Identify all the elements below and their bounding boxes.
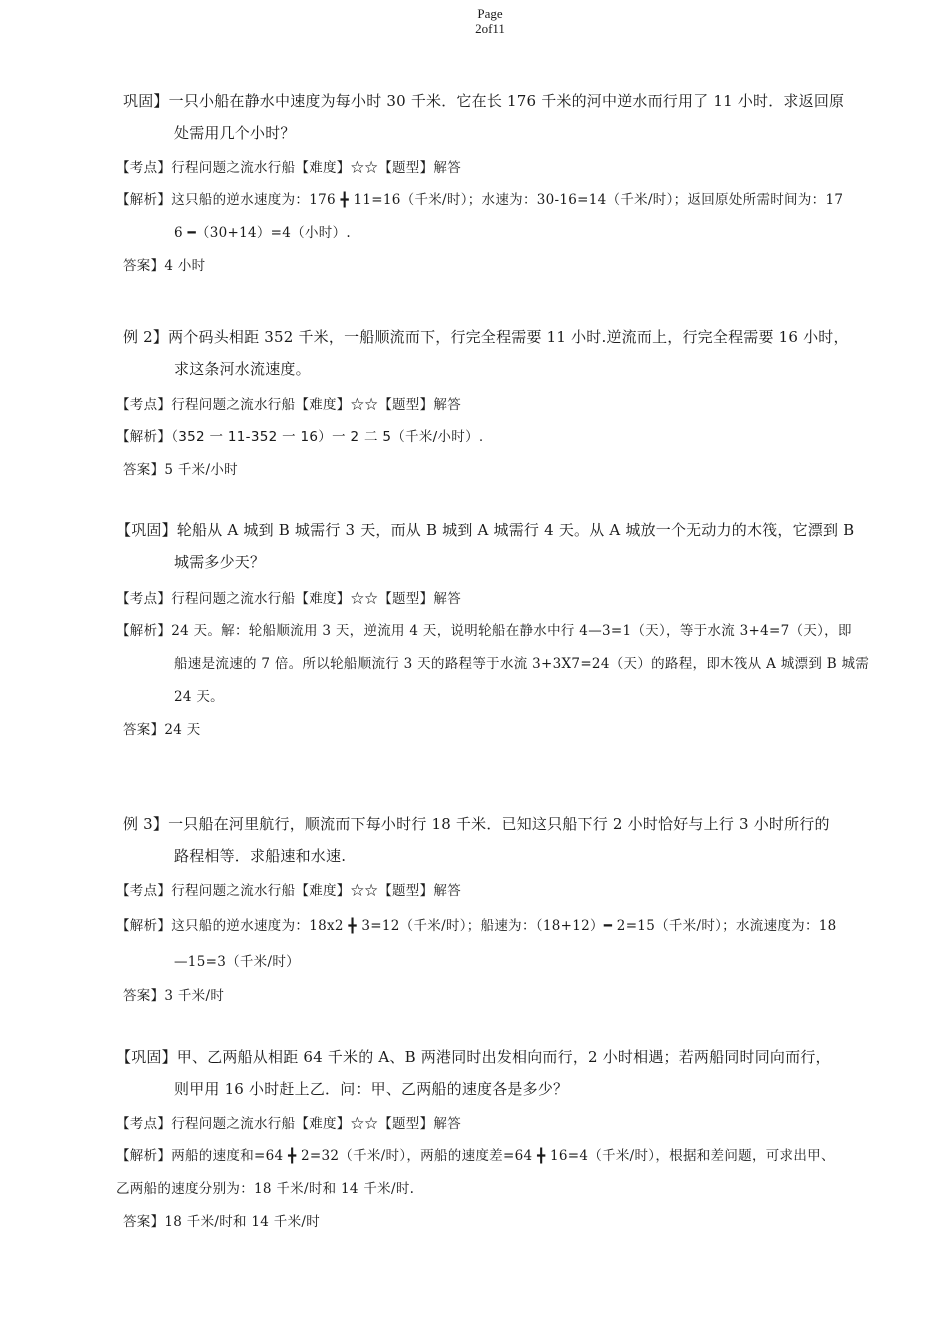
question-4-kaodian: 【考点】行程问题之流水行船【难度】☆☆【题型】解答: [116, 883, 461, 899]
question-2-line-2: 求这条河水流速度。: [174, 360, 311, 378]
question-4-line-2: 路程相等．求船速和水速.: [174, 847, 347, 865]
question-3-line-1: 【巩固】轮船从 A 城到 B 城需行 3 天，而从 B 城到 A 城需行 4 天。从 A 城放一个无动力的木筏，它漂到 B: [116, 521, 855, 539]
page-header: [0, 6, 950, 36]
page-number: 2of11: [475, 21, 505, 36]
question-1-answer: 答案】4 小时: [123, 258, 206, 274]
question-3-jiexi-line-1: 【解析】24 天。解：轮船顺流用 3 天，逆流用 4 天，说明轮船在静水中行 4—3=1（天），等于水流 3+4=7（天），即: [116, 623, 852, 639]
question-4-line-1: 例 3】一只船在河里航行，顺流而下每小时行 18 千米．已知这只船下行 2 小时恰好与上行 3 小时所行的: [123, 815, 830, 833]
question-3-jiexi-line-2: 船速是流速的 7 倍。所以轮船顺流行 3 天的路程等于水流 3+3X7=24（天）的路程，即木筏从 A 城漂到 B 城需: [174, 656, 870, 672]
question-1-jiexi-line-1: 【解析】这只船的逆水速度为：176 ╋ 11=16（千米/时）；水速为：30-16=14（千米/时）；返回原处所需时间为：17: [116, 192, 844, 208]
page-label: Page: [477, 6, 503, 21]
question-5-kaodian: 【考点】行程问题之流水行船【难度】☆☆【题型】解答: [116, 1116, 461, 1132]
question-3-jiexi-line-3: 24 天。: [174, 689, 224, 705]
question-3-answer: 答案】24 天: [123, 722, 201, 738]
question-4-jiexi-line-2: —15=3（千米/时）: [174, 954, 300, 970]
question-1-line-2: 处需用几个小时？: [174, 124, 296, 142]
question-5-jiexi-line-1: 【解析】两船的速度和=64 ╋ 2=32（千米/时），两船的速度差=64 ╋ 16=4（千米/时），根据和差问题，可求出甲、: [116, 1148, 835, 1164]
question-1-kaodian: 【考点】行程问题之流水行船【难度】☆☆【题型】解答: [116, 160, 461, 176]
question-2-answer: 答案】5 千米/小时: [123, 462, 238, 478]
question-4-answer: 答案】3 千米/时: [123, 988, 225, 1004]
question-5-line-2: 则甲用 16 小时赶上乙．问：甲、乙两船的速度各是多少？: [174, 1080, 569, 1098]
question-1-jiexi-line-2: 6 ━（30+14）=4（小时）.: [174, 225, 351, 241]
question-4-jiexi-line-1: 【解析】这只船的逆水速度为：18x2 ╋ 3=12（千米/时）；船速为：（18+12）━ 2=15（千米/时）；水流速度为：18: [116, 918, 837, 934]
question-1-line-1: 巩固】一只小船在静水中速度为每小时 30 千米．它在长 176 千米的河中逆水而行用了 11 小时．求返回原: [123, 92, 845, 110]
question-5-answer: 答案】18 千米/时和 14 千米/时: [123, 1214, 321, 1230]
question-2-kaodian: 【考点】行程问题之流水行船【难度】☆☆【题型】解答: [116, 397, 461, 413]
question-5-jiexi-line-2: 乙两船的速度分别为：18 千米/时和 14 千米/时.: [116, 1181, 415, 1197]
question-3-kaodian: 【考点】行程问题之流水行船【难度】☆☆【题型】解答: [116, 591, 461, 607]
question-2-line-1: 例 2】两个码头相距 352 千米，一船顺流而下，行完全程需要 11 小时.逆流而上，行完全程需要 16 小时，: [123, 328, 849, 346]
question-3-line-2: 城需多少天？: [174, 553, 266, 571]
question-5-line-1: 【巩固】甲、乙两船从相距 64 千米的 A、B 两港同时出发相向而行，2 小时相遇；若两船同时同向而行，: [116, 1048, 831, 1066]
question-2-jiexi-line-1: 【解析】（352 一 11-352 一 16）一 2 二 5（千米/小时）.: [116, 429, 484, 445]
